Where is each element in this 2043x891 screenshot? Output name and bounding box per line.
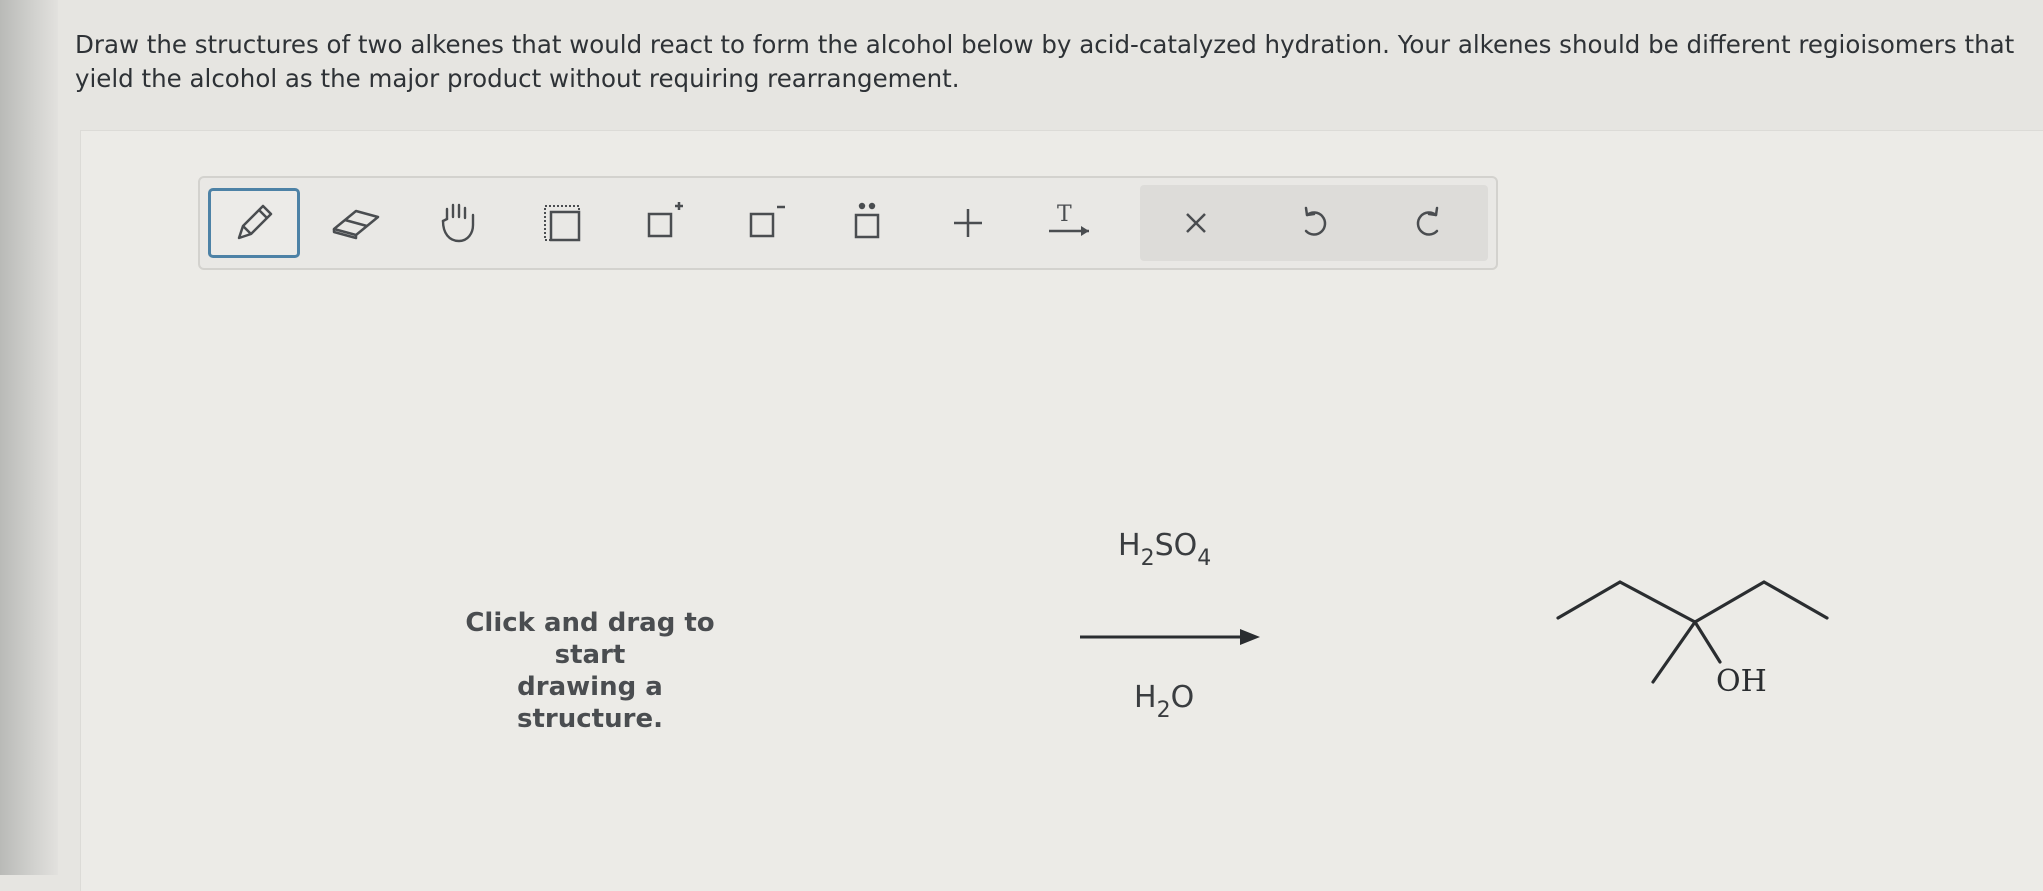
redo-icon	[1409, 203, 1449, 243]
close-icon	[1176, 203, 1216, 243]
negative-charge-button[interactable]	[720, 188, 812, 258]
negative-charge-icon	[741, 198, 791, 248]
bond-methyl	[1653, 622, 1695, 682]
question-line-1: Draw the structures of two alkenes that would react to form the alcohol below by acid-catalyzed hydration. Your alkenes should be different regioisomers that	[75, 30, 2015, 59]
svg-text:T: T	[1057, 202, 1072, 227]
text-arrow-icon	[1043, 201, 1099, 245]
canvas-hint-line-2: drawing a structure.	[517, 672, 663, 734]
drawing-toolbar	[198, 176, 1498, 270]
pencil-tool-button[interactable]	[208, 188, 300, 258]
bond-hydroxyl	[1695, 622, 1720, 662]
question-line-2: yield the alcohol as the major product without requiring rearrangement.	[75, 64, 960, 93]
reaction-arrow	[1078, 624, 1268, 650]
bond-right-terminal	[1764, 582, 1827, 618]
eraser-tool-button[interactable]	[310, 188, 402, 258]
hand-tool-button[interactable]	[413, 188, 505, 258]
bond-right-inner	[1695, 582, 1764, 622]
lone-pair-icon	[841, 198, 891, 248]
text-arrow-button[interactable]	[1025, 188, 1117, 258]
positive-charge-icon	[639, 198, 689, 248]
positive-charge-button[interactable]	[618, 188, 710, 258]
hydroxyl-label: OH	[1716, 664, 1767, 699]
hand-icon	[435, 199, 483, 247]
select-tool-button[interactable]	[516, 188, 608, 258]
lone-pair-button[interactable]	[820, 188, 912, 258]
plus-button[interactable]	[922, 188, 1014, 258]
undo-button[interactable]	[1268, 188, 1360, 258]
product-alcohol-structure	[1540, 560, 1840, 700]
select-box-icon	[537, 198, 587, 248]
reagent-water: $H_2O$	[1134, 680, 1195, 723]
clear-button[interactable]	[1150, 188, 1242, 258]
eraser-icon	[328, 203, 384, 243]
reagent-sulfuric-acid: $H_2SO_4$	[1118, 528, 1212, 571]
pencil-icon	[229, 198, 279, 248]
bond-left-terminal	[1558, 582, 1620, 618]
question-text	[75, 28, 2043, 96]
bond-left-inner	[1620, 582, 1695, 622]
canvas-hint-line-1: Click and drag to start	[465, 608, 715, 670]
redo-button[interactable]	[1383, 188, 1475, 258]
canvas-hint	[440, 607, 740, 735]
screen-edge	[0, 0, 58, 875]
plus-icon	[948, 203, 988, 243]
undo-icon	[1294, 203, 1334, 243]
